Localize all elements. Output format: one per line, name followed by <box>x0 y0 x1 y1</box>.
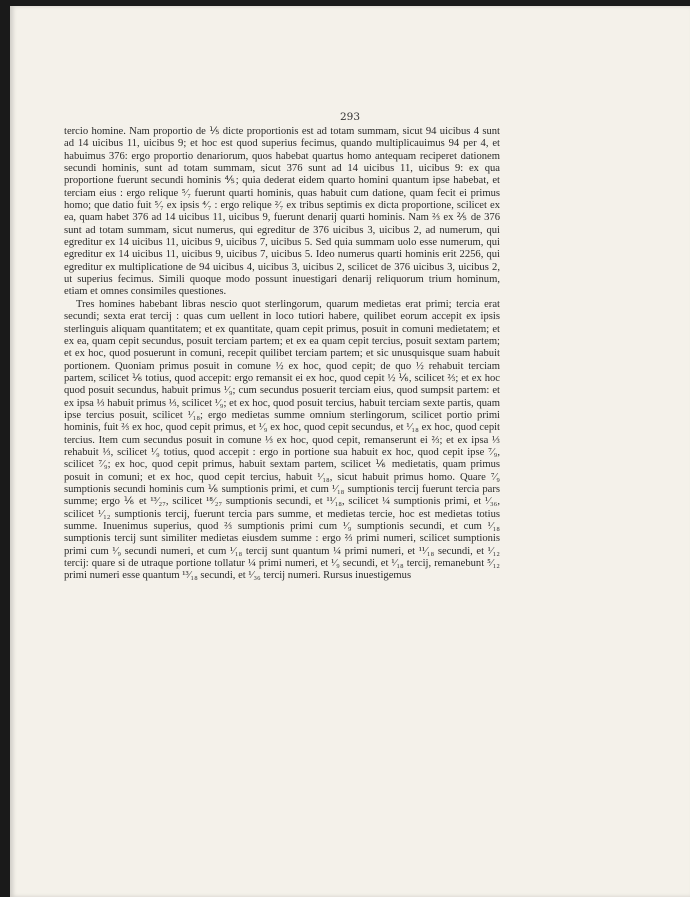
paragraph-2: Tres homines habebant libras nescio quot sterlingorum, quarum medietas erat primi; tercia erat secundi; sexta erat tercij : quas cum uellent in loco tutiori habere, quilibet eorum accepit ex ipsis sterlinguis aliquam quantitatem; et ex quantitate, quam cepit primus, posuit in comuni medietatem; et ex ea, quam cepit secundus, posuit terciam partem; et ex ea quam cepit tercius, posuit sextam partem; et ex hoc, quod posuerunt in comuni, recepit quilibet terciam partem; et sic unusquisque suam habuit portionem. Quoniam primus posuit in comune ½ ex hoc, quod cepit; de quo ½ rehabuit terciam partem, scilicet ⅙ totius, quod accepit: ergo remansit ei ex hoc, quod cepit ½ ⅙, scilicet ⅔; et ex hoc quod posuit secundus, habuit primus ¹⁄₉; cum secundus posuerit terciam eius, quod sumpsit partem: et ex ipsa ⅓ habuit primus ⅓, scilicet ¹⁄₉; et ex hoc, quod posuit tercius, habuit terciam sexte partis, quam ipse tercius posuit, scilicet ¹⁄₁₈; ergo medietas summe omnium sterlingorum, scilicet portio primi hominis, fuit ⅔ ex hoc, quod cepit primus, et ¹⁄₉ ex hoc, quod cepit secundus, et ¹⁄₁₈ ex hoc, quod cepit tercius. Item cum secundus posuit in comune ⅓ ex hoc, quod cepit, remanserunt ei ⅔; et ex ipsa ⅓ rehabuit ⅓, scilicet ¹⁄₉ totius, quod accepit : ergo in portione sua habuit ex hoc, quod cepit ipse ⁷⁄₉, scilicet ⁷⁄₉; ex hoc, quod cepit primus, habuit sextam partem, scilicet ⅙ medietatis, quam primus posuit in comuni; et ex hoc, quod cepit tercius, habuit ¹⁄₁₈, sicut habuit primus homo. Quare ⁷⁄₉ sumptionis secundi hominis cum ⅙ sumptionis primi, et cum ¹⁄₁₈ sumptionis tercij fuerunt tercia pars summe; ergo ⅙ et ¹³⁄₂₇, scilicet ¹⁸⁄₂₇ sumptionis secundi, et ¹¹⁄₁₈, scilicet ¼ sumptionis primi, et ¹⁄₃₆, scilicet ¹⁄₁₂ sumptionis tercij, fuerunt tercia pars summe, et medietas tercie, hoc est medietas totius summe. Inuenimus superius, quod ⅔ sumptionis primi cum ¹⁄₉ sumptionis secundi, et cum ¹⁄₁₈ sumptionis tercij sunt similiter medietas eiusdem summe : ergo ⅔ primi numeri, scilicet sumptionis primi cum ¹⁄₉ secundi numeri, et cum ¹⁄₁₈ tercij sunt quantum ¼ primi numeri, et ¹¹⁄₁₈ secundi, et ¹⁄₁₂ tercij: quare si de utraque portione tollatur ¼ primi numeri, et ¹⁄₉ secundi, et ¹⁄₁₈ tercij, remanebunt ⁵⁄₁₂ primi numeri esse quantum ¹³⁄₁₈ secundi, et ¹⁄₃₆ tercij numeri. Rursus inuestigemus <box>64 298 500 582</box>
paragraph-1: tercio homine. Nam proportio de ⅕ dicte proportionis est ad totam summam, sicut 94 uicibus 4 sunt ad 14 uicibus 11, uicibus 9; et hoc est quod superius fecimus, quando multiplicauimus 94 per 4, et habuimus 376: ergo proportio denariorum, quos habebat quartus homo antequam reciperet dationem secundi hominis, sunt ad totam summam, sicut 376 sunt ad 14 uicibus 11, uicibus 9: ex qua proportione fuerunt secundi hominis ⅘; quia dederat eidem quarto homini quantum ipse habebat, et terciam eius : ergo relique ⁵⁄₇ fuerunt quarti hominis, quas habuit cum datione, quam fecit ei primus homo; que datio fuit ⁵⁄₇ ex ipsis ⁴⁄₇ : ergo relique ²⁄₇ ex tribus septimis ex dicta proportione, scilicet ex ea, quam habet 376 ad 14 uicibus 11, uicibus 9, fuerunt denarij quarti hominis. Nam ⅔ ex ⅖ de 376 sunt ad totam summam, sicut numerus, qui egreditur de 376 uicibus 3, uicibus 2, ad numerum, qui egreditur ex 14 uicibus 11, uicibus 9, uicibus 7, uicibus 5. Sed quia summam uolo esse numerum, qui egreditur ex 14 uicibus 11, uicibus 9, uicibus 7, uicibus 5. Ideo numerus quarti hominis erit 2256, qui egreditur ex multiplicatione de 94 uicibus 4, uicibus 3, uicibus 2, scilicet de 376 uicibus 3, uicibus 2, ut superius fecimus. Simili quoque modo possunt inuestigari denarij reliquorum trium hominum, etiam et omnes consimiles questiones. <box>64 126 500 298</box>
body-text <box>64 126 500 583</box>
page-number: 293 <box>339 111 361 123</box>
book-page <box>10 6 690 897</box>
page-edge-mark <box>12 64 16 78</box>
